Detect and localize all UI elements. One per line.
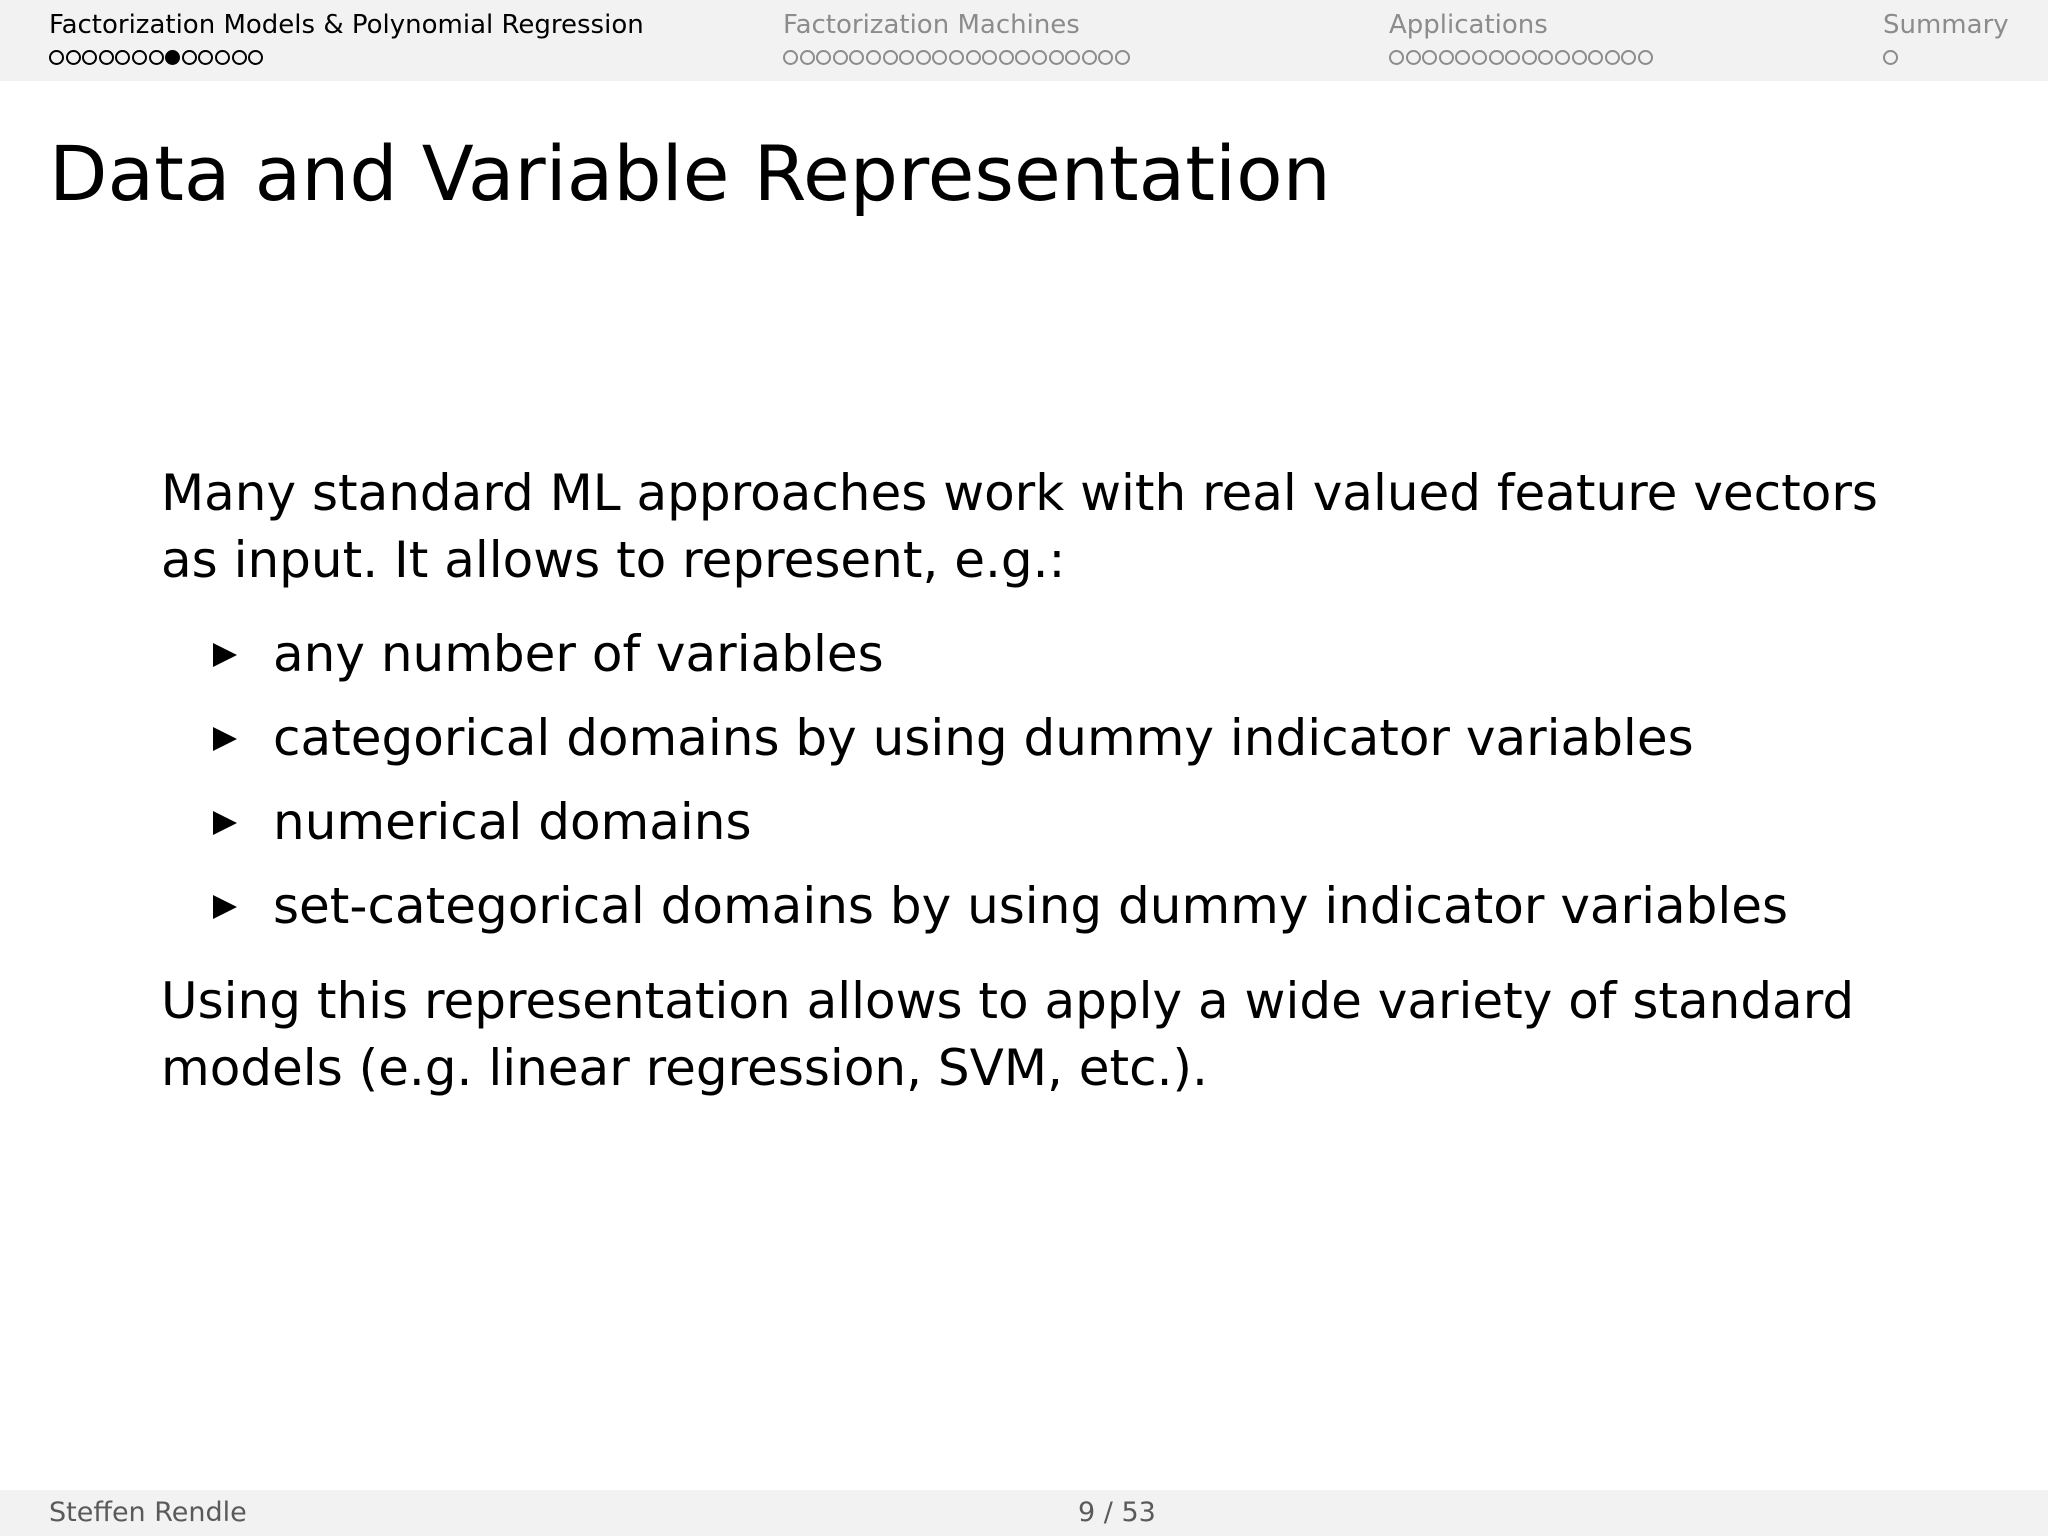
bullet-item xyxy=(161,780,1901,864)
frame-dot-icon[interactable] xyxy=(1065,50,1080,65)
bullet-text: set-categorical domains by using dummy indicator variables xyxy=(273,877,1789,935)
nav-section-title[interactable]: Applications xyxy=(1389,10,1548,40)
nav-section-title[interactable]: Summary xyxy=(1883,10,2009,40)
frame-dot-icon[interactable] xyxy=(1406,50,1421,65)
nav-section-factorization-machines[interactable] xyxy=(783,8,1130,67)
frame-dot-icon[interactable] xyxy=(1422,50,1437,65)
frame-dot-icon[interactable] xyxy=(916,50,931,65)
frame-dot-icon[interactable] xyxy=(215,50,230,65)
frame-dot-icon[interactable] xyxy=(1505,50,1520,65)
frame-dot-icon[interactable] xyxy=(1049,50,1064,65)
slide-content xyxy=(161,460,1901,1102)
frame-dot-icon[interactable] xyxy=(66,50,81,65)
frame-dot-icon[interactable] xyxy=(883,50,898,65)
navigation-bar xyxy=(0,0,2048,81)
bullet-item xyxy=(161,696,1901,780)
frame-dot-icon[interactable] xyxy=(248,50,263,65)
nav-section-summary[interactable] xyxy=(1883,8,2009,67)
frame-dot-icon[interactable] xyxy=(849,50,864,65)
frame-dot-icon[interactable] xyxy=(999,50,1014,65)
frame-dot-icon[interactable] xyxy=(1538,50,1553,65)
frame-dot-icon[interactable] xyxy=(1572,50,1587,65)
frame-dot-icon[interactable] xyxy=(783,50,798,65)
frame-dot-icon[interactable] xyxy=(899,50,914,65)
frame-dot-icon[interactable] xyxy=(182,50,197,65)
frame-dot-icon[interactable] xyxy=(1098,50,1113,65)
frame-dot-icon[interactable] xyxy=(1082,50,1097,65)
frame-dot-icon[interactable] xyxy=(1588,50,1603,65)
frame-dot-icon[interactable] xyxy=(198,50,213,65)
footer-page-number: 9 / 53 xyxy=(1078,1497,1156,1528)
frame-dot-icon[interactable] xyxy=(1115,50,1130,65)
bullet-item xyxy=(161,612,1901,696)
frame-dot-icon[interactable] xyxy=(1638,50,1653,65)
conclusion-paragraph: Using this representation allows to apply a wide variety of standard models (e.g. linear regression, SVM, etc.). xyxy=(161,972,1855,1097)
footer-bar xyxy=(0,1490,2048,1536)
frame-dot-icon[interactable] xyxy=(966,50,981,65)
slide-title: Data and Variable Representation xyxy=(49,129,1331,218)
frame-dot-icon[interactable] xyxy=(1472,50,1487,65)
frame-dot-icon[interactable] xyxy=(1439,50,1454,65)
frame-dot-icon[interactable] xyxy=(99,50,114,65)
nav-section-frame-dots xyxy=(783,47,1130,67)
frame-dot-icon[interactable] xyxy=(49,50,64,65)
frame-dot-icon[interactable] xyxy=(1522,50,1537,65)
nav-section-title[interactable]: Factorization Machines xyxy=(783,10,1080,40)
frame-dot-icon[interactable] xyxy=(982,50,997,65)
bullet-list xyxy=(161,612,1901,948)
frame-dot-icon[interactable] xyxy=(949,50,964,65)
nav-section-factorization-models[interactable] xyxy=(49,8,644,67)
frame-dot-icon[interactable] xyxy=(115,50,130,65)
footer-author: Steffen Rendle xyxy=(49,1497,247,1528)
frame-dot-icon[interactable] xyxy=(1389,50,1404,65)
triangle-bullet-icon xyxy=(213,895,237,919)
bullet-item xyxy=(161,864,1901,948)
frame-dot-icon[interactable] xyxy=(132,50,147,65)
bullet-text: any number of variables xyxy=(273,625,884,683)
frame-dot-icon[interactable] xyxy=(232,50,247,65)
frame-dot-icon[interactable] xyxy=(1032,50,1047,65)
frame-dot-icon[interactable] xyxy=(932,50,947,65)
frame-dot-icon[interactable] xyxy=(1883,50,1898,65)
nav-section-frame-dots xyxy=(49,47,644,67)
frame-dot-icon[interactable] xyxy=(816,50,831,65)
intro-paragraph: Many standard ML approaches work with real valued feature vectors as input. It allows to represent, e.g.: xyxy=(161,464,1878,589)
frame-dot-icon[interactable] xyxy=(1605,50,1620,65)
triangle-bullet-icon xyxy=(213,811,237,835)
frame-dot-icon[interactable] xyxy=(833,50,848,65)
bullet-text: categorical domains by using dummy indicator variables xyxy=(273,709,1694,767)
nav-section-applications[interactable] xyxy=(1389,8,1653,67)
frame-dot-icon[interactable] xyxy=(149,50,164,65)
frame-dot-icon[interactable] xyxy=(82,50,97,65)
frame-dot-icon[interactable] xyxy=(1015,50,1030,65)
frame-dot-icon[interactable] xyxy=(800,50,815,65)
frame-dot-icon[interactable] xyxy=(1621,50,1636,65)
current-frame-dot-icon[interactable] xyxy=(165,50,180,65)
nav-section-frame-dots xyxy=(1389,47,1653,67)
triangle-bullet-icon xyxy=(213,643,237,667)
frame-dot-icon[interactable] xyxy=(1455,50,1470,65)
nav-section-title[interactable]: Factorization Models & Polynomial Regression xyxy=(49,10,644,40)
frame-dot-icon[interactable] xyxy=(866,50,881,65)
frame-dot-icon[interactable] xyxy=(1555,50,1570,65)
triangle-bullet-icon xyxy=(213,727,237,751)
nav-section-frame-dots xyxy=(1883,47,2009,67)
bullet-text: numerical domains xyxy=(273,793,752,851)
frame-dot-icon[interactable] xyxy=(1489,50,1504,65)
